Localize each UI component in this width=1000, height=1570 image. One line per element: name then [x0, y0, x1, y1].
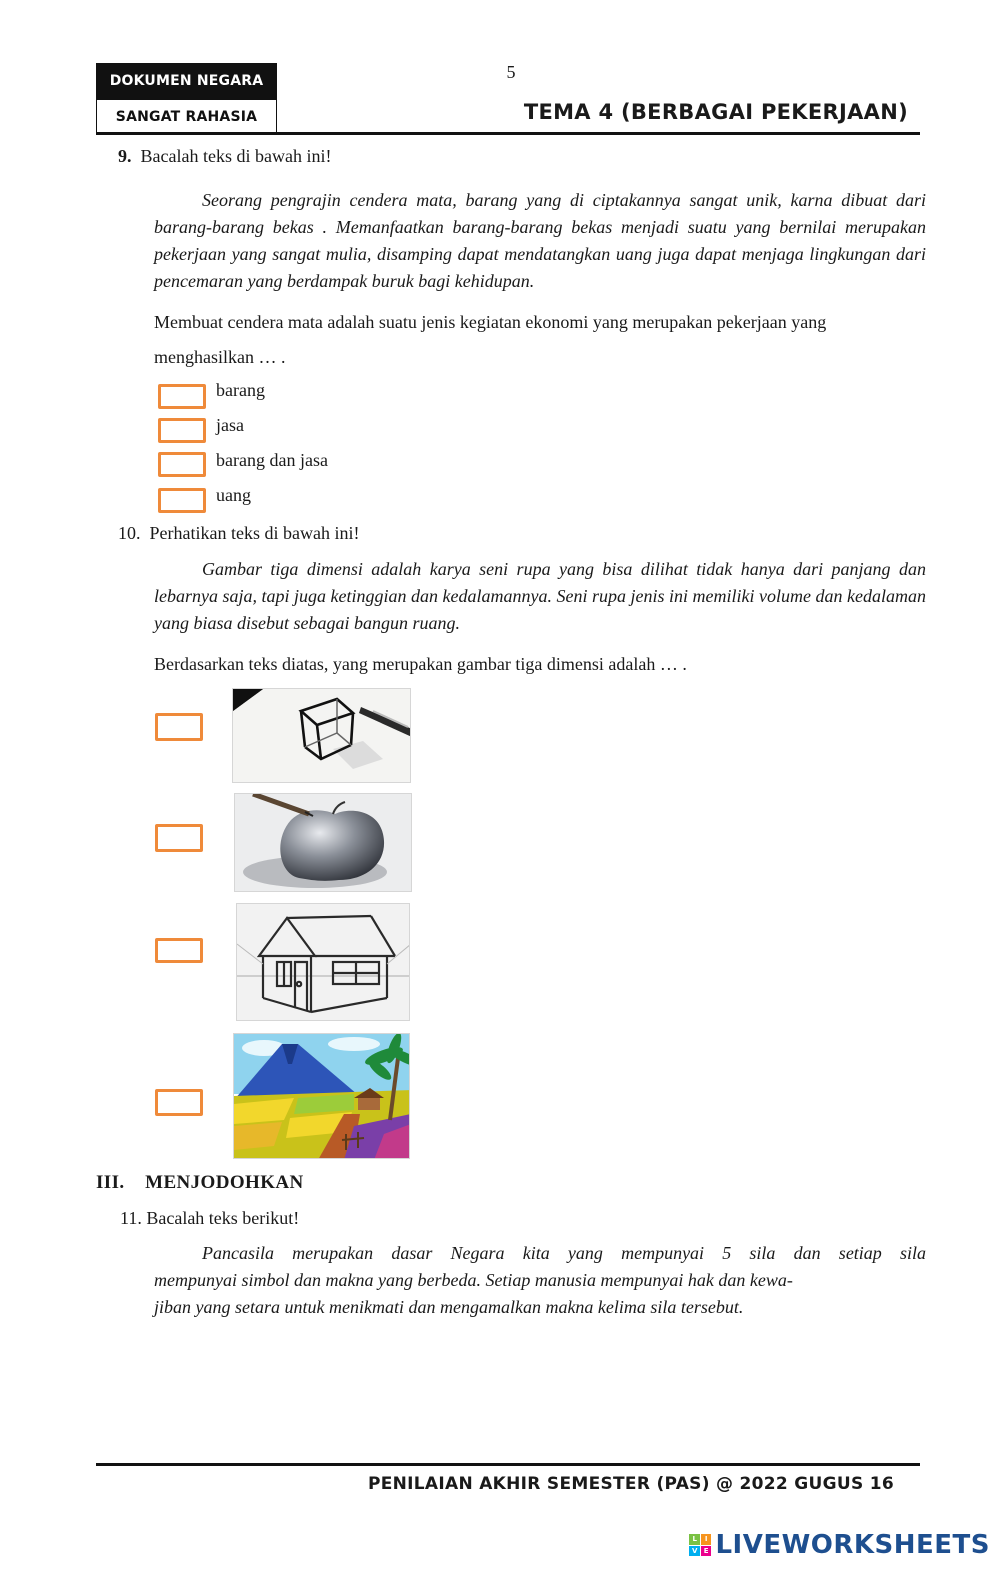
q9-option-box-uang[interactable]	[158, 488, 206, 513]
q10-option-box-house[interactable]	[155, 938, 203, 963]
cube-drawing-image	[232, 688, 411, 783]
q9-option-box-barang[interactable]	[158, 384, 206, 409]
footer-divider	[96, 1463, 920, 1466]
doc-label: DOKUMEN NEGARA	[96, 63, 277, 99]
section-heading: III. MENJODOHKAN	[96, 1172, 304, 1193]
liveworksheets-brand[interactable]	[689, 1530, 990, 1560]
q11-passage	[154, 1240, 926, 1321]
q10-number: 10.	[118, 523, 141, 543]
q9-option-box-barang-dan-jasa[interactable]	[158, 452, 206, 477]
q11-heading	[120, 1208, 299, 1229]
q10-question: Berdasarkan teks diatas, yang merupakan gambar tiga dimensi adalah … .	[154, 654, 687, 674]
q11-passage-line3: jiban yang setara untuk menikmati dan mengamalkan makna kelima sila tersebut.	[154, 1297, 744, 1317]
q9-number: 9.	[118, 146, 132, 166]
q11-passage-line2: mempunyai simbol dan makna yang berbeda. Setiap manusia mempunyai hak dan kewa-	[154, 1270, 793, 1290]
q9-passage: Seorang pengrajin cendera mata, barang yang di ciptakannya sangat unik, karna dibuat dari barang-barang bekas . Memanfaatkan barang-barang bekas menjadi suatu yang bernilai merupakan pekerjaan yang sangat mulia, disamping dapat mendatangkan uang juga dapat menjaga lingkungan dari pencemaran yang berdampak buruk bagi kehidupan.	[154, 190, 926, 291]
q9-option-label: uang	[216, 485, 251, 505]
q10-heading	[118, 523, 359, 544]
q9-heading	[118, 146, 331, 167]
header-divider	[96, 132, 920, 135]
q11-passage-line1: Pancasila merupakan dasar Negara kita yang mempunyai 5 sila dan setiap sila	[202, 1243, 926, 1263]
q9-option-label: jasa	[216, 415, 244, 435]
q9-instruction: Bacalah teks di bawah ini!	[140, 146, 332, 166]
q9-question	[154, 305, 926, 375]
q9-option-label: barang dan jasa	[216, 450, 328, 470]
q10-instruction: Perhatikan teks di bawah ini!	[149, 523, 360, 543]
theme-title: TEMA 4 (BERBAGAI PEKERJAAN)	[523, 100, 908, 124]
q11-number: 11.	[120, 1208, 142, 1228]
page-number: 5	[506, 62, 516, 82]
q10-option-box-apple[interactable]	[155, 824, 203, 852]
footer-text: PENILAIAN AKHIR SEMESTER (PAS) @ 2022 GUGUS 16	[367, 1474, 894, 1494]
apple-drawing-image	[234, 793, 412, 892]
mountain-landscape-image	[233, 1033, 410, 1159]
q9-question-line1: Membuat cendera mata adalah suatu jenis kegiatan ekonomi yang merupakan pekerjaan yang	[154, 312, 827, 332]
q10-option-box-landscape[interactable]	[155, 1089, 203, 1116]
secret-label: SANGAT RAHASIA	[96, 99, 277, 134]
liveworksheets-wordmark: LIVEWORKSHEETS	[715, 1530, 990, 1560]
q10-option-box-cube[interactable]	[155, 713, 203, 741]
liveworksheets-logo-icon: L I V E	[689, 1534, 711, 1556]
q10-passage: Gambar tiga dimensi adalah karya seni rupa yang bisa dilihat tidak hanya dari panjang dan lebarnya saja, tapi juga ketinggian dan kedalamannya. Seni rupa jenis ini memiliki volume dan kedalaman yang biasa disebut sebagai bangun ruang.	[154, 559, 926, 633]
q11-instruction: Bacalah teks berikut!	[146, 1208, 300, 1228]
q9-option-label: barang	[216, 380, 265, 400]
q9-option-box-jasa[interactable]	[158, 418, 206, 443]
q9-question-line2: menghasilkan … .	[154, 347, 286, 367]
house-drawing-image	[236, 903, 410, 1021]
